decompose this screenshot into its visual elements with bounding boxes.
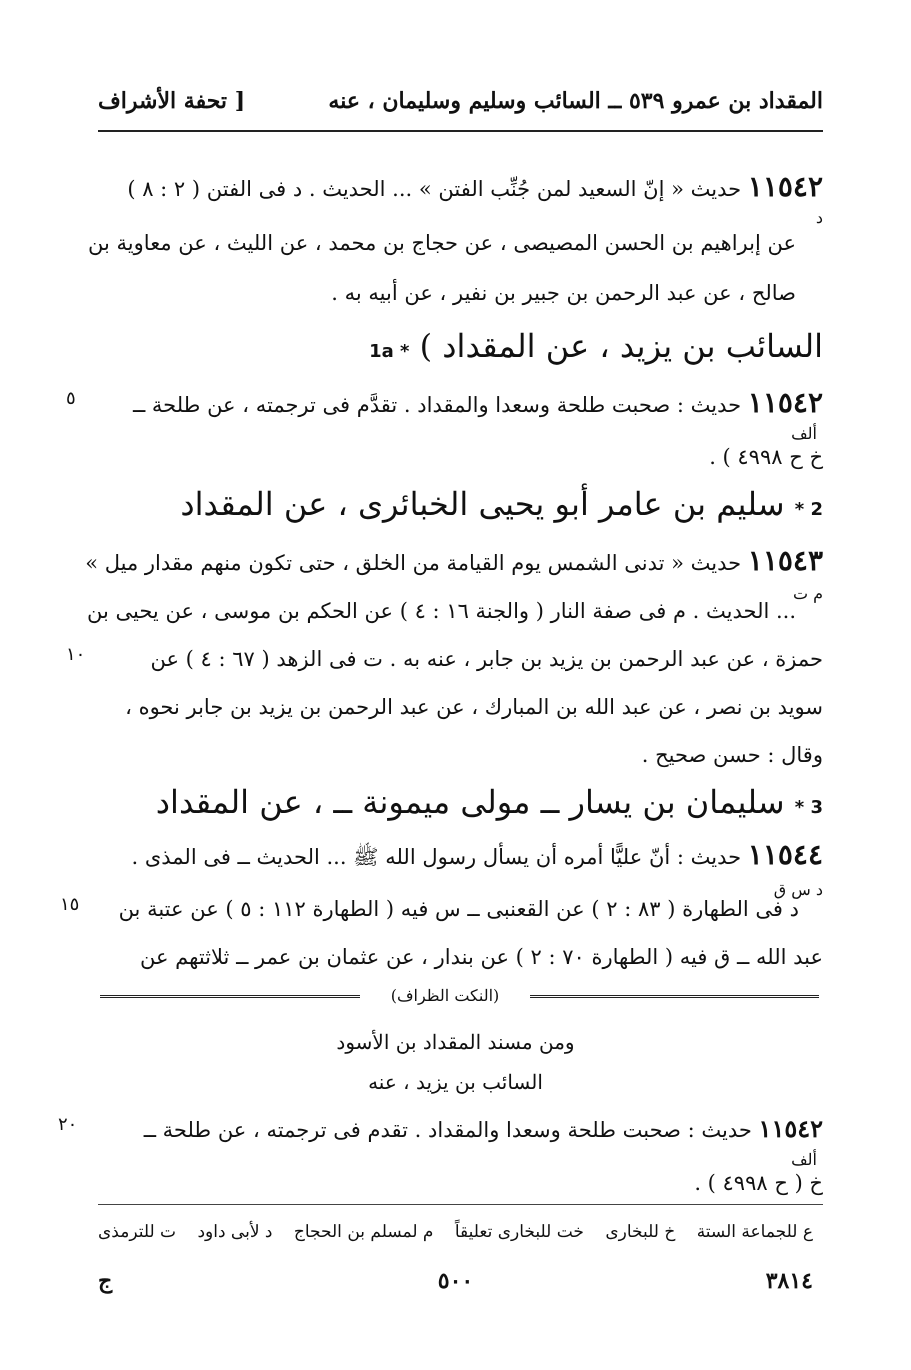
entry-line: حمزة ، عن عبد الرحمن بن يزيد بن جابر ، عنه به . ت فى الزهد ( ٦٧ : ٤ ) عن bbox=[150, 647, 823, 671]
section-heading bbox=[369, 326, 823, 372]
line-number: ٥ bbox=[66, 388, 76, 409]
abbreviation-key bbox=[98, 1222, 813, 1242]
sigla: ألف bbox=[791, 424, 817, 443]
line-number: ١٠ bbox=[66, 644, 86, 665]
section-heading bbox=[156, 782, 823, 828]
section-mark: 2 * bbox=[794, 499, 823, 520]
line-number: ١٥ bbox=[60, 894, 80, 915]
nukat-heading: ومن مسند المقداد بن الأسود bbox=[336, 1030, 575, 1054]
footer-rule bbox=[98, 1204, 823, 1205]
page-number: ٥٠٠ bbox=[437, 1268, 474, 1294]
book-title: [ تحفة الأشراف bbox=[98, 88, 246, 114]
entry-text: حديث « إنّ السعيد لمن جُنِّب الفتن » ... الحديث . د فى الفتن ( ٢ : ٨ ) bbox=[127, 177, 742, 201]
entry-line: خ ( ح ٤٩٩٨ ) . bbox=[694, 1171, 823, 1195]
hadith-number: ١١٥٤٤ bbox=[747, 838, 823, 871]
header-rule bbox=[98, 130, 823, 132]
nukat-subheading: السائب بن يزيد ، عنه bbox=[368, 1070, 543, 1094]
volume-letter: ج bbox=[98, 1268, 113, 1294]
hadith-number: ١١٥٤٢ bbox=[747, 170, 823, 203]
abbrev-item: م لمسلم بن الحجاج bbox=[293, 1222, 434, 1242]
entry-line bbox=[88, 840, 823, 872]
entry-text: حديث : صحبت طلحة وسعدا والمقداد . تقدم فى ترجمته ، عن طلحة ــ bbox=[143, 1118, 752, 1142]
entry-text: حديث « تدنى الشمس يوم القيامة من الخلق ، حتى تكون منهم مقدار ميل » bbox=[85, 551, 742, 575]
hadith-number: ١١٥٤٢ bbox=[758, 1114, 823, 1143]
nukat-label: (النكت الظراف) bbox=[360, 986, 530, 1005]
hadith-number: ١١٥٤٢ bbox=[747, 386, 823, 419]
entry-line: وقال : حسن صحيح . bbox=[641, 743, 823, 767]
entry-text: حديث : صحبت طلحة وسعدا والمقداد . تقدَّم فى ترجمته ، عن طلحة ــ bbox=[132, 393, 742, 417]
entry-line: عبد الله ــ ق فيه ( الطهارة ٧٠ : ٢ ) عن بندار ، عن عثمان بن عمر ــ ثلاثتهم عن bbox=[139, 945, 823, 969]
running-title: المقداد بن عمرو ٥٣٩ ــ السائب وسليم وسليمان ، عنه bbox=[328, 88, 823, 114]
section-title: ( السائب بن يزيد ، عن المقداد bbox=[419, 327, 823, 365]
abbrev-item: خ للبخارى bbox=[605, 1222, 676, 1242]
section-mark: 3 * bbox=[794, 797, 823, 818]
entry-line: خ ح ٤٩٩٨ ) . bbox=[709, 445, 823, 469]
entry-line: صالح ، عن عبد الرحمن بن جبير بن نفير ، عن أبيه به . bbox=[331, 281, 796, 305]
entry-line: ... الحديث . م فى صفة النار ( والجنة ١٦ : ٤ ) عن الحكم بن موسى ، عن يحيى بن bbox=[87, 599, 796, 623]
entry-text: حديث : أنّ عليًّا أمره أن يسأل رسول الله ﷺ ... الحديث ــ فى المذى . bbox=[131, 845, 742, 869]
hadith-number: ١١٥٤٣ bbox=[747, 544, 823, 577]
section-mark: 1a * bbox=[369, 341, 410, 362]
page-header bbox=[98, 88, 823, 128]
section-heading bbox=[180, 484, 823, 530]
section-title: سليم بن عامر أبو يحيى الخبائرى ، عن المقداد bbox=[180, 485, 785, 523]
entry-line bbox=[110, 1114, 823, 1145]
entry-line: د فى الطهارة ( ٨٣ : ٢ ) عن القعنبى ــ س فيه ( الطهارة ١١٢ : ٥ ) عن عتبة بن bbox=[118, 897, 799, 921]
entry-line bbox=[85, 544, 823, 578]
running-number: ٣٨١٤ bbox=[765, 1268, 813, 1294]
entry-line: سويد بن نصر ، عن عبد الله بن المبارك ، عن عبد الرحمن بن يزيد بن جابر نحوه ، bbox=[125, 695, 823, 719]
sigla: ألف bbox=[791, 1150, 817, 1169]
entry-line: عن إبراهيم بن الحسن المصيصى ، عن حجاج بن محمد ، عن الليث ، عن معاوية بن bbox=[88, 231, 796, 255]
sigla: د bbox=[815, 208, 823, 227]
abbrev-item: ع للجماعة الستة bbox=[696, 1222, 813, 1242]
section-title: سليمان بن يسار ــ مولى ميمونة ــ ، عن المقداد bbox=[155, 783, 785, 821]
sigla: م ت bbox=[792, 584, 823, 603]
entry-line bbox=[88, 172, 823, 204]
entry-line bbox=[110, 388, 823, 420]
abbrev-item: د لأبى داود bbox=[197, 1222, 273, 1242]
line-number: ٢٠ bbox=[58, 1114, 78, 1135]
abbrev-item: خت للبخارى تعليقاً bbox=[454, 1222, 584, 1242]
abbrev-item: ت للترمذى bbox=[98, 1222, 177, 1242]
sigla: د س ق bbox=[773, 880, 823, 899]
